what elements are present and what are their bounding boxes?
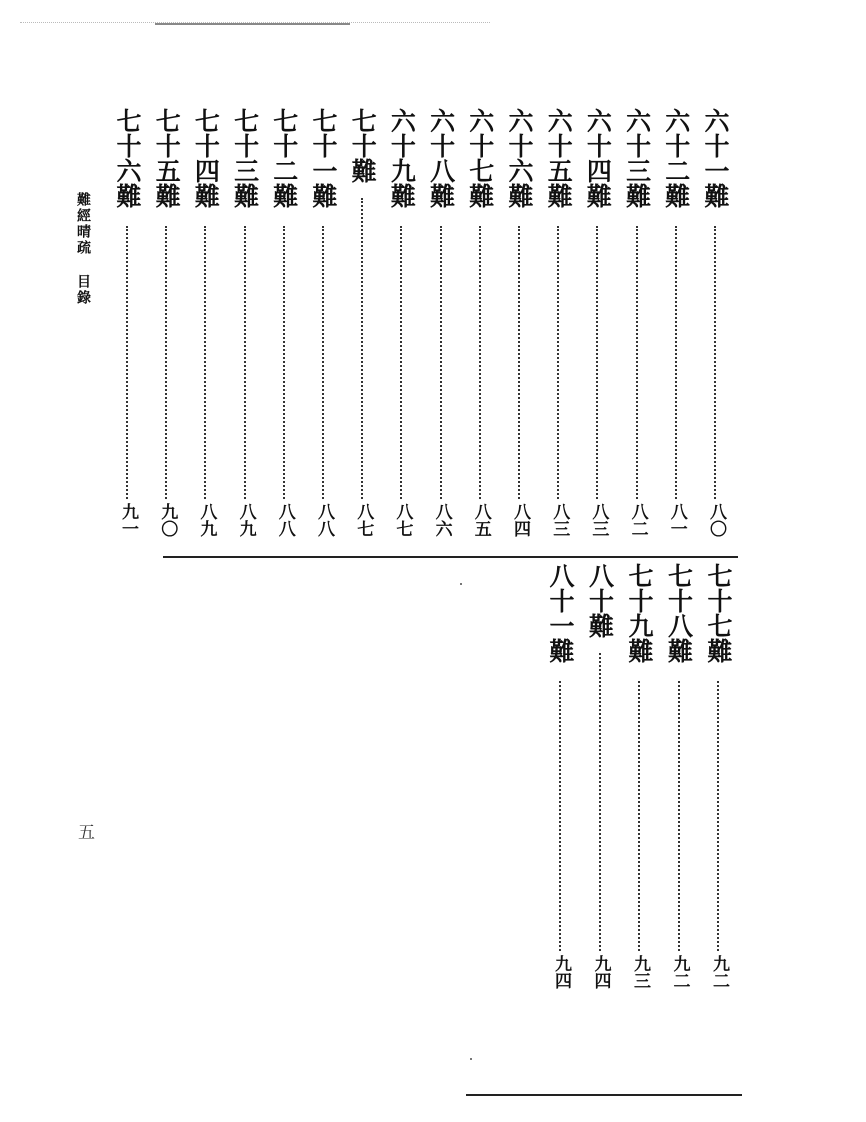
toc-entry-title: 六十五難	[544, 108, 574, 208]
toc-entry-page: 八五	[470, 503, 491, 537]
toc-entry-title: 七十六難	[113, 108, 142, 208]
running-header	[75, 192, 91, 306]
dot-leader	[714, 226, 716, 499]
dot-leader	[557, 226, 559, 499]
toc-entry-page: 八一	[666, 503, 687, 537]
toc-entry-page: 八〇	[706, 503, 726, 537]
toc-entry-title: 八十一難	[546, 563, 575, 663]
dot-leader	[599, 653, 601, 951]
dot-leader	[559, 681, 561, 951]
toc-entry-title: 六十六難	[505, 108, 534, 208]
toc-entry-title: 七十九難	[625, 563, 654, 663]
toc-entry-title: 六十二難	[661, 108, 691, 208]
toc-entry-title: 七十一難	[309, 108, 338, 208]
dot-leader	[675, 226, 677, 499]
dot-leader	[400, 226, 402, 499]
toc-entry-page: 八四	[510, 503, 530, 537]
toc-entry-title: 六十八難	[426, 108, 456, 208]
dot-leader	[244, 226, 246, 499]
toc-entry-page: 八七	[392, 503, 413, 537]
toc-entry-page: 九四	[551, 955, 571, 989]
dot-leader	[322, 226, 324, 499]
toc-entry-page: 八七	[353, 503, 374, 537]
toc-entry-title: 七十二難	[269, 108, 299, 208]
scan-speck	[460, 583, 462, 585]
toc-entry-page: 八九	[196, 503, 217, 537]
dot-leader	[361, 198, 363, 499]
toc-entry-title: 七十五難	[152, 108, 182, 208]
toc-entry-title: 六十一難	[701, 108, 730, 208]
toc-entry-page: 九〇	[157, 503, 178, 537]
toc-entry-page: 八三	[549, 503, 570, 537]
dot-leader	[636, 226, 638, 499]
toc-entry-title: 六十九難	[387, 108, 417, 208]
toc-entry-title: 六十三難	[622, 108, 652, 208]
toc-entry-page: 八二	[627, 503, 648, 537]
toc-entry-page: 九二	[709, 955, 729, 989]
toc-entry-title: 七十七難	[704, 563, 733, 663]
scan-speck	[470, 1058, 472, 1060]
toc-entry-title: 七十四難	[191, 108, 221, 208]
dot-leader	[479, 226, 481, 499]
toc-entry-page: 八九	[235, 503, 256, 537]
dot-leader	[165, 226, 167, 499]
dot-leader	[518, 226, 520, 499]
dot-leader	[678, 681, 680, 951]
dot-leader	[204, 226, 206, 499]
book-title: 難經晴疏	[75, 192, 91, 256]
dot-leader	[126, 226, 128, 499]
toc-entry-page: 八八	[274, 503, 295, 537]
divider-rule	[163, 556, 738, 558]
toc-entry-page: 九四	[590, 955, 611, 989]
toc-entry-title: 六十四難	[583, 108, 613, 208]
toc-entry-title: 八十難	[585, 563, 615, 638]
page-number: 五	[78, 823, 95, 843]
toc-entry-title: 七十難	[348, 108, 378, 183]
dot-leader	[717, 681, 719, 951]
section-title: 目錄	[75, 274, 91, 306]
toc-entry-page: 八八	[314, 503, 334, 537]
toc-entry-title: 七十三難	[230, 108, 260, 208]
toc-entry-page: 九二	[669, 955, 690, 989]
dot-leader	[283, 226, 285, 499]
toc-entry-page: 九三	[630, 955, 650, 989]
bottom-rule	[466, 1094, 742, 1096]
dot-leader	[440, 226, 442, 499]
toc-entry-title: 六十七難	[465, 108, 495, 208]
toc-entry-title: 七十八難	[664, 563, 694, 663]
toc-entry-page: 八三	[588, 503, 609, 537]
toc-entry-page: 八六	[431, 503, 452, 537]
dot-leader	[596, 226, 598, 499]
scan-bar-top	[155, 23, 350, 25]
toc-entry-page: 九一	[118, 503, 138, 537]
dot-leader	[638, 681, 640, 951]
